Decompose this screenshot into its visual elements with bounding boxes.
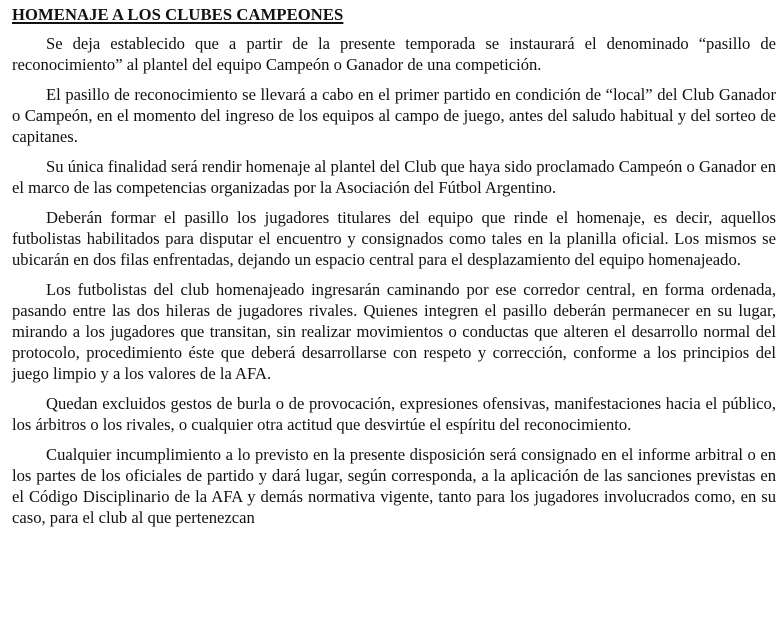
paragraph-4: Deberán formar el pasillo los jugadores titulares del equipo que rinde el homenaje, es decir, aquellos futbolistas habilitados para disputar el encuentro y consignados como tales en la planilla oficial. Los mismos se ubicarán en dos filas enfrentadas, dejando un espacio central para el desplazamiento del equipo homenajeado. bbox=[12, 208, 776, 269]
paragraph-1: Se deja establecido que a partir de la presente temporada se instaurará el denominado “pasillo de reconocimiento” al plantel del equipo Campeón o Ganador de una competición. bbox=[12, 34, 776, 74]
document-title: HOMENAJE A LOS CLUBES CAMPEONES bbox=[12, 5, 344, 24]
paragraph-7: Cualquier incumplimiento a lo previsto en la presente disposición será consignado en el informe arbitral o en los partes de los oficiales de partido y dará lugar, según corresponda, a la aplicación de las sanciones previstas en el Código Disciplinario de la AFA y demás normativa vigente, tanto para los jugadores involucrados como, en su caso, para el club al que pertenezcan bbox=[12, 445, 776, 527]
document-body bbox=[12, 4, 776, 528]
paragraph-6: Quedan excluidos gestos de burla o de provocación, expresiones ofensivas, manifestaciones hacia el público, los árbitros o los rivales, o cualquier otra actitud que desvirtúe el espíritu del reconocimiento. bbox=[12, 394, 776, 434]
paragraph-3: Su única finalidad será rendir homenaje al plantel del Club que haya sido proclamado Campeón o Ganador en el marco de las competencias organizadas por la Asociación del Fútbol Argentino. bbox=[12, 157, 776, 197]
paragraph-5: Los futbolistas del club homenajeado ingresarán caminando por ese corredor central, en forma ordenada, pasando entre las dos hileras de jugadores rivales. Quienes integren el pasillo deberán permanecer en su lugar, mirando a los jugadores que transitan, sin realizar movimientos o conductas que alteren el desarrollo normal del protocolo, procedimiento éste que deberá desarrollarse con respeto y corrección, conforme a los principios del juego limpio y a los valores de la AFA. bbox=[12, 280, 776, 383]
paragraph-2: El pasillo de reconocimiento se llevará a cabo en el primer partido en condición de “local” del Club Ganador o Campeón, en el momento del ingreso de los equipos al campo de juego, antes del saludo habitual y del sorteo de capitanes. bbox=[12, 85, 776, 146]
